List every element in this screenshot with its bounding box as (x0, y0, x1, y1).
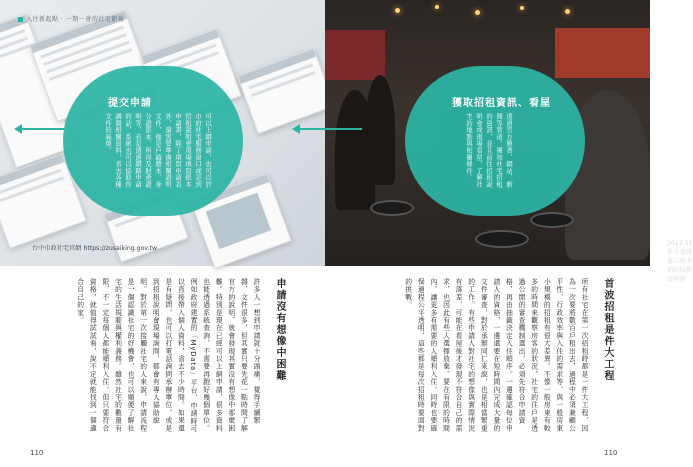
stool (475, 230, 529, 248)
get-rental-info-text: 透過官方臉書、網站、新聞等管道，獲知社宅招租的資訊，並且前往招租說明會或現場看屋，了解社宅的地點與相關條件。 (465, 113, 512, 188)
shop-sign (555, 28, 650, 78)
page-number-right: 110 (604, 449, 618, 457)
left-arrow-icon (292, 126, 362, 132)
section-body-first-rental: 所有社宅在第一次招租時都是一件大工程，因為一次要將數百戶租出去，過程中必須兼顧公平性、行政效率與入住的需求等，與一般房東小規模的招租有很大差異。不像一般房東有較多的時間來觀察房客的狀況，社宅的住戶是透過公開的審查機制選出，必須先符合申請資格，再由抽籤決定入住順序。一邊確認每位申請人的資格，一邊還要在短時間內完成大量的文件審查，對於承辦同仁來說，也是相當繁重的工作。有些申請人對社宅的想像與實際情況有落差，可能在看屋後才發現不符合自己的需求，也因此有些人選擇放棄。要在有限的時間內，讓更多有需要的人順利入住，同時也要確保過程公平透明，這些都是每次招租時要面對的挑戰。 (403, 278, 588, 432)
lantern-light (475, 10, 480, 15)
header-marker-icon (18, 17, 23, 22)
stool (370, 200, 414, 216)
running-header (18, 14, 124, 23)
lantern-light (520, 6, 524, 10)
section-heading-application: 申請沒有想像中困難 (274, 278, 285, 382)
submit-application-title: 提交申請 (108, 98, 152, 109)
submit-application-text: 可以上網申請，也可以於市府社宅服務窗口或是到招租說明會現場填寫紙本申請書，除了填寫申請表外，還需要準備相關證明文件，像是戶籍謄本、身分證影本、所得及財產證明等，若是透過網路申請的話，系統也可以協助你調閱相關資料，省去各種文件的麻煩。 (104, 113, 211, 188)
lantern-light (565, 9, 570, 14)
shop-sign (325, 30, 385, 80)
left-arrow-icon (14, 126, 64, 132)
website-url-caption: 台中市政社宅官網 https://zusaiking.gov.tw (32, 245, 158, 252)
stool (530, 212, 574, 228)
page-number-left: 110 (30, 449, 44, 457)
lantern-light (395, 8, 400, 13)
section-heading-first-rental: 首波招租是件大工程 (602, 278, 613, 382)
running-header-text: 入住新起點 ‧ 一期一會的社宅節報 (26, 16, 125, 23)
lantern-light (435, 5, 439, 9)
person-silhouette (365, 75, 395, 185)
screenshot-card (237, 48, 335, 134)
section-body-application: 許多人一想到申請就十分頭痛，覺得手續繁雜、文件很多，但其實只要先花一點時間了解官方的說明，就會發現其實沒有想像中那麼困難。特別是現在已經可以上網申請，很多資料也能透過系統查詢，不需要再跑好幾個單位。例如政府建置的「MyData」平台，申請時可以直接帶入個人資料，省去不少時間。如果還是有疑問，也可以打電話詢問承辦單位，或是到招租說明會現場詢問，都會有專人協助說明。對於第一次接觸社宅的人來說，申請流程是一個認識社宅的好機會，也可以順便了解社宅的生活規範與權利義務。雖然社宅的數量有限，不一定每個人都能順利入住，但只要符合資格，就值得試試看，說不定就能找到一個適合自己的家。 (75, 278, 260, 433)
get-rental-info-title: 獲取招租資訊、看屋 (452, 98, 551, 109)
photo-caption: 2017.11 於市電捷運口夜市前的招租說明會 (667, 240, 693, 283)
